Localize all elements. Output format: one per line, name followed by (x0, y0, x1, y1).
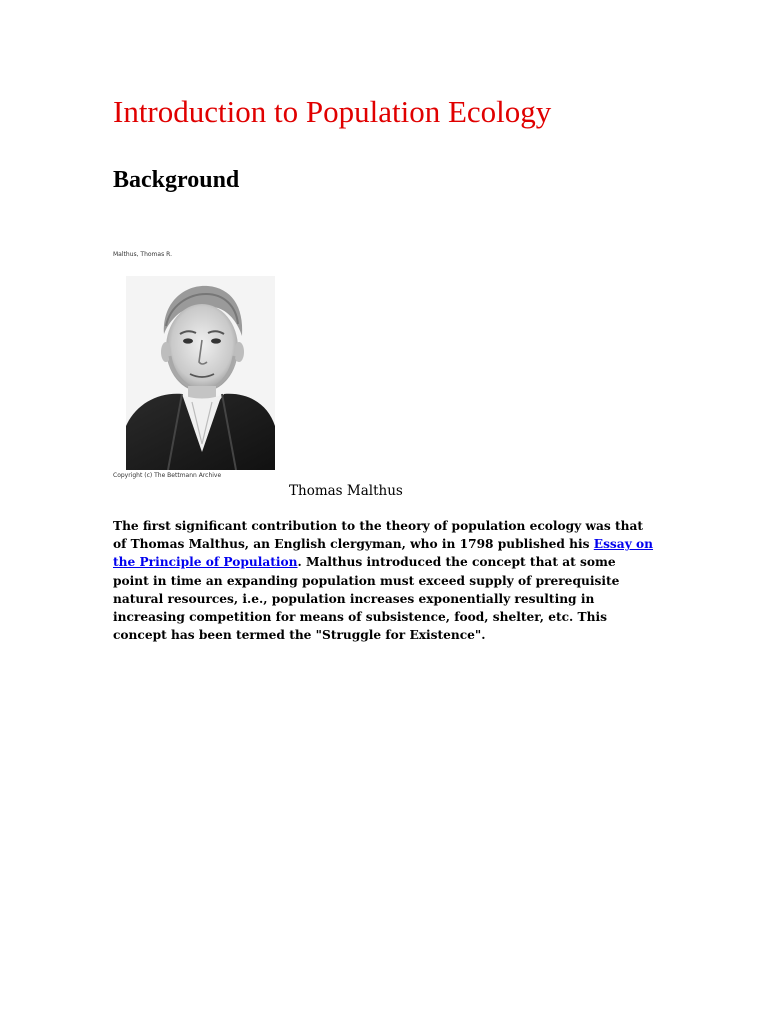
page-title: Introduction to Population Ecology (113, 94, 552, 129)
portrait-image (126, 276, 275, 470)
portrait-caption: Thomas Malthus (289, 483, 403, 499)
essay-link[interactable]: Essay on the Principle of Population (113, 537, 654, 570)
image-label: Malthus, Thomas R. (113, 251, 172, 258)
image-credit: Copyright (c) The Bettmann Archive (113, 472, 222, 479)
paragraph-text-start: The first significant contribution to the theory of population ecology was that of Thomas Malthus, an English clergyman, who in 1798 published his (113, 519, 644, 552)
portrait-engraving-icon (126, 276, 275, 470)
section-heading-background: Background (113, 167, 240, 193)
paragraph-text-end: . Malthus introduced the concept that at some point in time an expanding population must exceed supply of prerequisite natural resources, i.e., population increases exponentially resulting in increasing competition for means of subsistence, food, shelter, etc. This concept has been termed the "Struggle for Existence". (113, 555, 620, 643)
body-paragraph (113, 517, 653, 644)
